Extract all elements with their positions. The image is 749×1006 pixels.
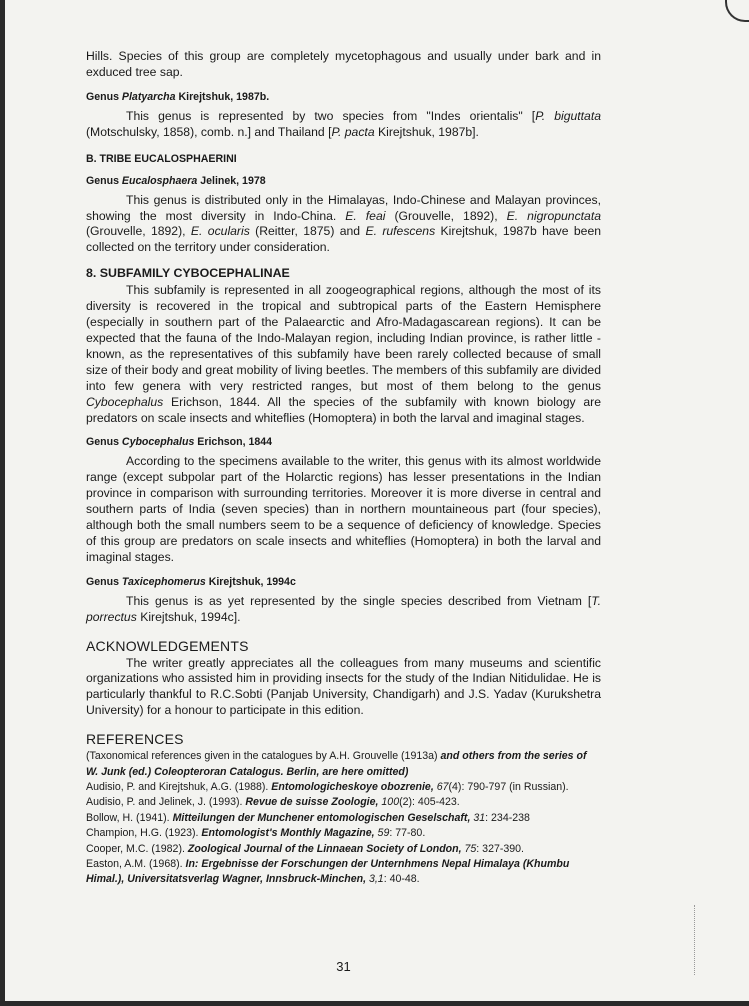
paragraph-acknowledgements: The writer greatly appreciates all the colleagues from many museums and scientific organizations who assisted him in providing insects for the study of the Indian Nitidulidae. He is particularly thankful to R.C.Sobti (Panjab University, Chandigarh) and J.S. Yadav (Kurukshetra University) for a honour to participate in this edition.: [86, 655, 601, 718]
tribe-heading: B. TRIBE EUCALOSPHAERINI: [86, 152, 237, 165]
paragraph-platyarcha: This genus is represented by two species from "Indes orientalis" [P. biguttata (Motschulsky, 1858), comb. n.] and Thailand [P. pacta Kirejtshuk, 1987b].: [86, 108, 601, 139]
paragraph-hills: Hills. Species of this group are completely mycetophagous and usually under bark and in exduced tree sap.: [86, 49, 601, 79]
paragraph-cybocephalinae: This subfamily is represented in all zoogeographical regions, although the most of its diversity is recovered in the tropical and subtropical parts of the Eastern Hemisphere (especially in southern part of the Palaearctic and Afro-Madagascarean regions). It can be expected that the fauna of the Indo-Malayan region, including Indian province, is rather little - known, as the representatives of this subfamily have been rarely collected because of small size of their body and great mobility of living beetles. The members of this subfamily are divided into few genera with very restricted ranges, but most of them belong to the genus Cybocephalus Erichson, 1844. All the species of the subfamily with known biology are predators on scale insects and whiteflies (Homoptera) in both the larval and imaginal stages.: [86, 283, 601, 425]
genus-heading-cybocephalus: Genus Cybocephalus Erichson, 1844: [86, 436, 273, 449]
references-heading: REFERENCES: [86, 731, 184, 748]
scan-left-edge: [0, 0, 5, 1006]
genus-heading-taxicephomerus: Genus Taxicephomerus Kirejtshuk, 1994c: [86, 575, 296, 588]
reference-item: Easton, A.M. (1968). In: Ergebnisse der Forschungen der Unternhmens Nepal Himalaya (Khumbu Himal.), Universitatsverlag Wagner, Innsbruck-Minchen, 3,1: 40-48.: [86, 858, 570, 886]
paragraph-cybocephalus: According to the specimens available to the writer, this genus with its almost worldwide range (except subpolar part of the Holarctic regions) has lesser presentations in the Indian province in comparison with surrounding territories. Moreover it is more diverse in central and southern parts of India (seven species) than in northern mountaineous part (four species), although both the small numbers seem to be a sequence of deficiency of knowledge. Species of this group are predators on scale insects and whiteflies (Homoptera) in both the larval and imaginal stages.: [86, 454, 601, 564]
scan-margin-marks: [694, 905, 701, 975]
references-list: [86, 749, 601, 888]
paragraph-eucalosphaera: This genus is distributed only in the Himalayas, Indo-Chinese and Malayan provinces, showing the most diversity in Indo-China. E. feai (Grouvelle, 1892), E. nigropunctata (Grouvelle, 1892), E. ocularis (Reitter, 1875) and E. rufescens Kirejtshuk, 1987b have been collected on the territory under consideration.: [86, 192, 601, 255]
reference-item: Champion, H.G. (1923). Entomologist's Monthly Magazine, 59: 77-80.: [86, 827, 426, 840]
genus-heading-platyarcha: Genus Platyarcha Kirejtshuk, 1987b.: [86, 90, 270, 103]
page-number: 31: [336, 959, 351, 974]
scan-bottom-edge: [0, 1001, 749, 1006]
reference-item: Audisio, P. and Kirejtshuk, A.G. (1988). Entomologicheskoye obozrenie, 67(4): 790-797 (in Russian).: [86, 781, 569, 793]
subfamily-heading: 8. SUBFAMILY CYBOCEPHALINAE: [86, 266, 290, 281]
reference-item: Audisio, P. and Jelinek, J. (1993). Revue de suisse Zoologie, 100(2): 405-423.: [86, 796, 460, 809]
acknowledgements-heading: ACKNOWLEDGEMENTS: [86, 637, 249, 654]
genus-heading-eucalosphaera: Genus Eucalosphaera Jelinek, 1978: [86, 174, 266, 187]
document-page: [86, 49, 601, 974]
scan-corner-mark: [725, 0, 749, 22]
paragraph-taxicephomerus: This genus is as yet represented by the single species described from Vietnam [T. porrectus Kirejtshuk, 1994c].: [86, 593, 601, 624]
reference-item: (Taxonomical references given in the catalogues by A.H. Grouvelle (1913a) and others from the series of W. Junk (ed.) Coleopteroran Catalogus. Berlin, are here omitted): [86, 750, 587, 778]
reference-item: Bollow, H. (1941). Mitteilungen der Munchener entomologischen Geselschaft, 31: 234-238: [86, 811, 530, 824]
reference-item: Cooper, M.C. (1982). Zoological Journal of the Linnaean Society of London, 75: 327-390.: [86, 842, 525, 855]
